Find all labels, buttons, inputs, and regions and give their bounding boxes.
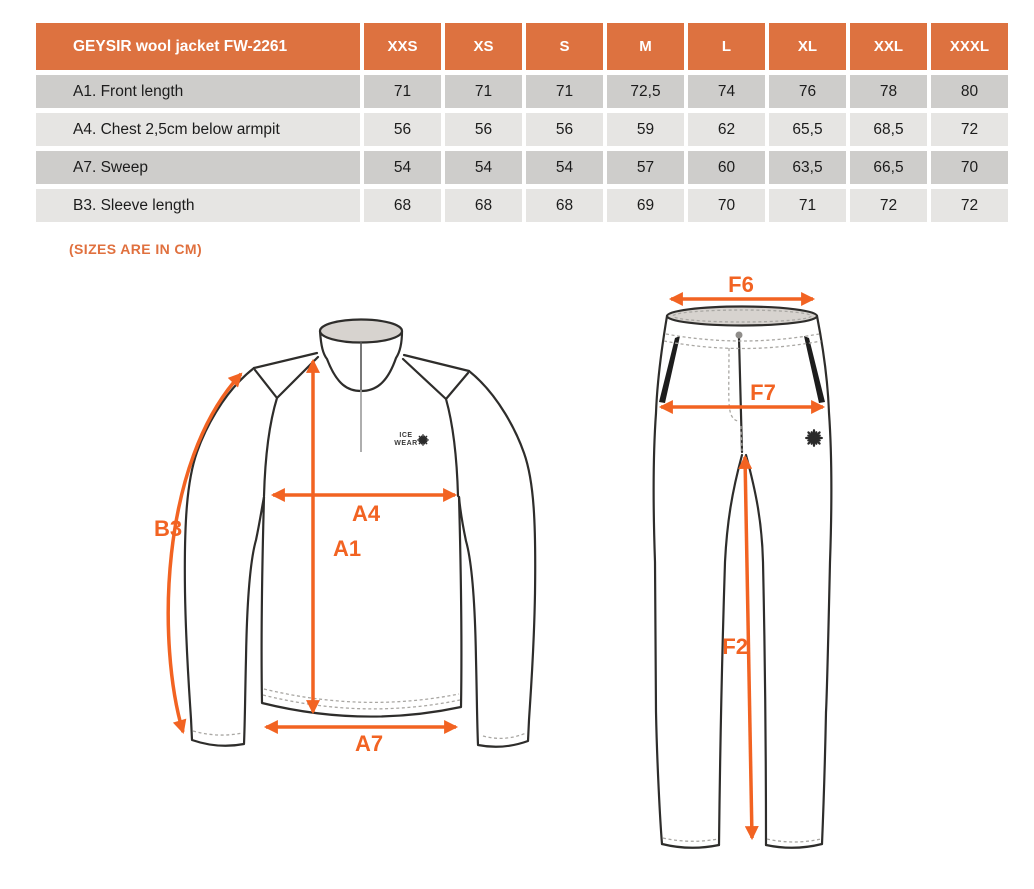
- size-header-s: S: [526, 23, 603, 70]
- pants-center-front-seam: [739, 338, 742, 452]
- table-value: 80: [931, 75, 1008, 108]
- table-value: 56: [526, 113, 603, 146]
- f2-label: F2: [722, 634, 748, 659]
- table-value: 56: [445, 113, 522, 146]
- f7-label: F7: [750, 380, 776, 405]
- table-title: GEYSIR wool jacket FW-2261: [36, 23, 360, 70]
- table-value: 54: [364, 151, 441, 184]
- table-value: 59: [607, 113, 684, 146]
- table-value: 72,5: [607, 75, 684, 108]
- jacket-hem-stitch: [263, 689, 460, 709]
- icewear-logo: [394, 432, 428, 447]
- f6-label: F6: [728, 272, 754, 297]
- snowflake-icon: [418, 435, 428, 445]
- waistband-stitch: [664, 334, 821, 349]
- table-value: 60: [688, 151, 765, 184]
- table-value: 72: [931, 113, 1008, 146]
- size-header-xxs: XXS: [364, 23, 441, 70]
- table-value: 65,5: [769, 113, 846, 146]
- pants-right-hem-stitch: [767, 839, 821, 842]
- table-value: 57: [607, 151, 684, 184]
- table-value: 68: [445, 189, 522, 222]
- pants-waist-opening: [667, 307, 817, 326]
- table-value: 62: [688, 113, 765, 146]
- b3-label: B3: [153, 516, 183, 541]
- logo-text-line2: WEAR: [394, 440, 418, 447]
- a4-label: A4: [351, 501, 381, 526]
- table-value: 54: [526, 151, 603, 184]
- table-value: 76: [769, 75, 846, 108]
- table-value: 69: [607, 189, 684, 222]
- pants-left-hem-stitch: [663, 838, 718, 841]
- jacket-right-cuff-stitch: [483, 733, 526, 738]
- row-label-sweep: A7. Sweep: [36, 151, 360, 184]
- table-value: 66,5: [850, 151, 927, 184]
- table-value: 68: [364, 189, 441, 222]
- pants-diagram: [654, 272, 832, 848]
- pants-right-hem: [766, 844, 822, 848]
- jacket-right-sleeve: [459, 371, 535, 747]
- a1-label: A1: [333, 536, 362, 561]
- table-value: 56: [364, 113, 441, 146]
- table-value: 63,5: [769, 151, 846, 184]
- table-value: 78: [850, 75, 927, 108]
- jacket-right-raglan-seam: [403, 359, 468, 496]
- jacket-left-raglan-seam: [255, 357, 318, 496]
- table-value: 71: [769, 189, 846, 222]
- table-value: 54: [445, 151, 522, 184]
- table-value: 68: [526, 189, 603, 222]
- table-value: 70: [688, 189, 765, 222]
- table-value: 70: [931, 151, 1008, 184]
- b3-sleeve-arrow: [168, 374, 241, 732]
- jacket-collar-opening: [320, 320, 402, 343]
- jacket-diagram: [154, 320, 535, 757]
- logo-text-line1: ICE: [399, 432, 413, 439]
- size-header-l: L: [688, 23, 765, 70]
- size-header-xs: XS: [445, 23, 522, 70]
- jacket-left-sleeve: [185, 368, 264, 746]
- size-header-xxl: XXL: [850, 23, 927, 70]
- size-header-xxxl: XXXL: [931, 23, 1008, 70]
- size-header-m: M: [607, 23, 684, 70]
- snowflake-icon: [806, 430, 822, 446]
- sizes-note: (SIZES ARE IN CM): [69, 241, 203, 257]
- pants-button: [736, 332, 743, 339]
- jacket-body: [262, 497, 462, 717]
- table-value: 71: [526, 75, 603, 108]
- row-label-chest: A4. Chest 2,5cm below armpit: [36, 113, 360, 146]
- table-value: 72: [931, 189, 1008, 222]
- row-label-front-length: A1. Front length: [36, 75, 360, 108]
- jacket-left-shoulder-seam: [254, 353, 317, 368]
- row-label-sleeve-length: B3. Sleeve length: [36, 189, 360, 222]
- a7-label: A7: [354, 731, 384, 756]
- table-value: 68,5: [850, 113, 927, 146]
- size-header-xl: XL: [769, 23, 846, 70]
- table-value: 72: [850, 189, 927, 222]
- jacket-left-cuff-stitch: [193, 731, 242, 735]
- pants-left-hem: [662, 844, 719, 848]
- table-value: 71: [445, 75, 522, 108]
- table-value: 71: [364, 75, 441, 108]
- table-value: 74: [688, 75, 765, 108]
